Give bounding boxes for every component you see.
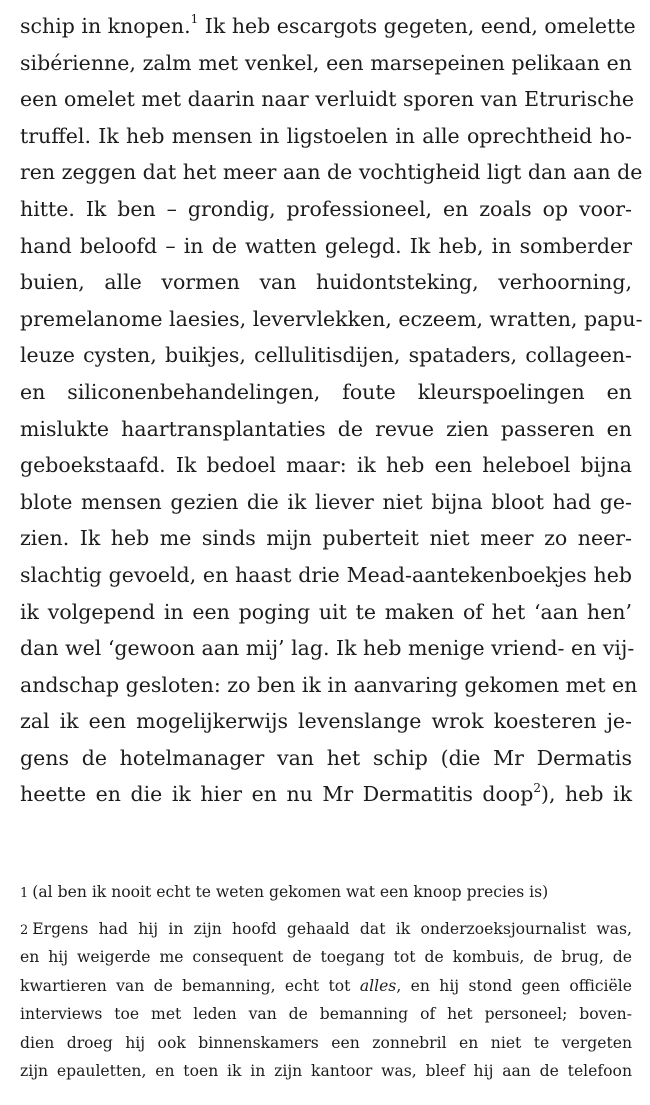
text-line-22-start: heette en die ik hier en nu Mr Dermatitis doop bbox=[20, 782, 534, 807]
body-text bbox=[20, 8, 643, 813]
footnote-2-line-5: dien droeg hij ook binnenskamers een zonnebril en niet te vergeten bbox=[20, 1033, 632, 1052]
footnote-1 bbox=[20, 878, 632, 907]
text-line-7: hand beloofd – in de watten gelegd. Ik heb, in somberder bbox=[20, 233, 632, 258]
text-line-1-start: schip in knopen. bbox=[20, 14, 191, 38]
footnote-2-text-3b: , en hij stond geen officiële bbox=[396, 976, 632, 995]
text-line-12: mislukte haartransplantaties de revue zien passeren en bbox=[20, 416, 632, 441]
footnote-2-line-3 bbox=[20, 972, 632, 1001]
text-line-9: premelanome laesies, levervlekken, eczeem, wratten, papu- bbox=[20, 306, 643, 331]
text-line-21: gens de hotelmanager van het schip (die Mr Dermatis bbox=[20, 745, 632, 770]
text-line-1 bbox=[20, 8, 636, 45]
footnote-ref-2: 2 bbox=[533, 780, 541, 795]
footnote-2-line-6: zijn epauletten, en toen ik in zijn kantoor was, bleef hij aan de telefoon bbox=[20, 1062, 632, 1080]
text-line-20: zal ik een mogelijkerwijs levenslange wrok koesteren je- bbox=[20, 709, 632, 734]
text-line-11: en siliconenbehandelingen, foute kleurspoelingen en bbox=[20, 379, 632, 404]
footnote-2-line-4: interviews toe met leden van de bemanning of het personeel; boven- bbox=[20, 1005, 632, 1023]
text-line-17: ik volgepend in een poging uit te maken of het ‘aan hen’ bbox=[20, 599, 632, 624]
footnote-1-text: (al ben ik nooit echt te weten gekomen wat een knoop precies is) bbox=[32, 883, 549, 901]
text-line-19: andschap gesloten: zo ben ik in aanvaring gekomen met en bbox=[20, 672, 638, 697]
text-line-8: buien, alle vormen van huidontsteking, verhoorning, bbox=[20, 270, 632, 295]
footnote-2-line-2: en hij weigerde me consequent de toegang tot de kombuis, de brug, de bbox=[20, 948, 632, 966]
text-line-10: leuze cysten, buikjes, cellulitisdijen, spataders, collageen- bbox=[20, 343, 632, 368]
footnote-gap bbox=[20, 907, 632, 915]
text-line-2: sibérienne, zalm met venkel, een marsepeinen pelikaan en bbox=[20, 50, 632, 75]
footnotes bbox=[20, 878, 632, 1086]
footnote-2-number: 2 bbox=[20, 922, 29, 938]
text-line-18: dan wel ‘gewoon aan mij’ lag. Ik heb menige vriend- en vij- bbox=[20, 636, 635, 661]
footnote-2-text-3a: kwartieren van de bemanning, echt tot bbox=[20, 976, 360, 995]
text-line-13: geboekstaafd. Ik bedoel maar: ik heb een heleboel bijna bbox=[20, 453, 632, 478]
footnote-ref-1: 1 bbox=[190, 12, 199, 27]
text-line-15: zien. Ik heb me sinds mijn puberteit niet meer zo neer- bbox=[20, 526, 632, 551]
footnote-1-number: 1 bbox=[20, 886, 29, 901]
footnote-2-line-1 bbox=[20, 915, 632, 944]
text-line-22 bbox=[20, 776, 632, 813]
text-line-1-end: Ik heb escargots gegeten, eend, omelette bbox=[198, 14, 636, 38]
text-line-6: hitte. Ik ben – grondig, professioneel, en zoals op voor- bbox=[20, 196, 632, 221]
footnote-2-text-1: Ergens had hij in zijn hoofd gehaald dat ik onderzoeksjournalist was, bbox=[32, 919, 632, 938]
text-line-4: truffel. Ik heb mensen in ligstoelen in alle oprechtheid ho- bbox=[20, 123, 632, 148]
footnote-2-emphasis: alles bbox=[359, 976, 397, 995]
book-page bbox=[20, 8, 643, 1080]
text-line-22-end: ), heb ik bbox=[540, 782, 632, 807]
text-line-14: blote mensen gezien die ik liever niet bijna bloot had ge- bbox=[20, 489, 632, 514]
text-line-5: ren zeggen dat het meer aan de vochtigheid ligt dan aan de bbox=[20, 160, 643, 185]
text-line-3: een omelet met daarin naar verluidt sporen van Etrurische bbox=[20, 87, 635, 112]
text-line-16: slachtig gevoeld, en haast drie Mead-aantekenboekjes heb bbox=[20, 562, 632, 587]
